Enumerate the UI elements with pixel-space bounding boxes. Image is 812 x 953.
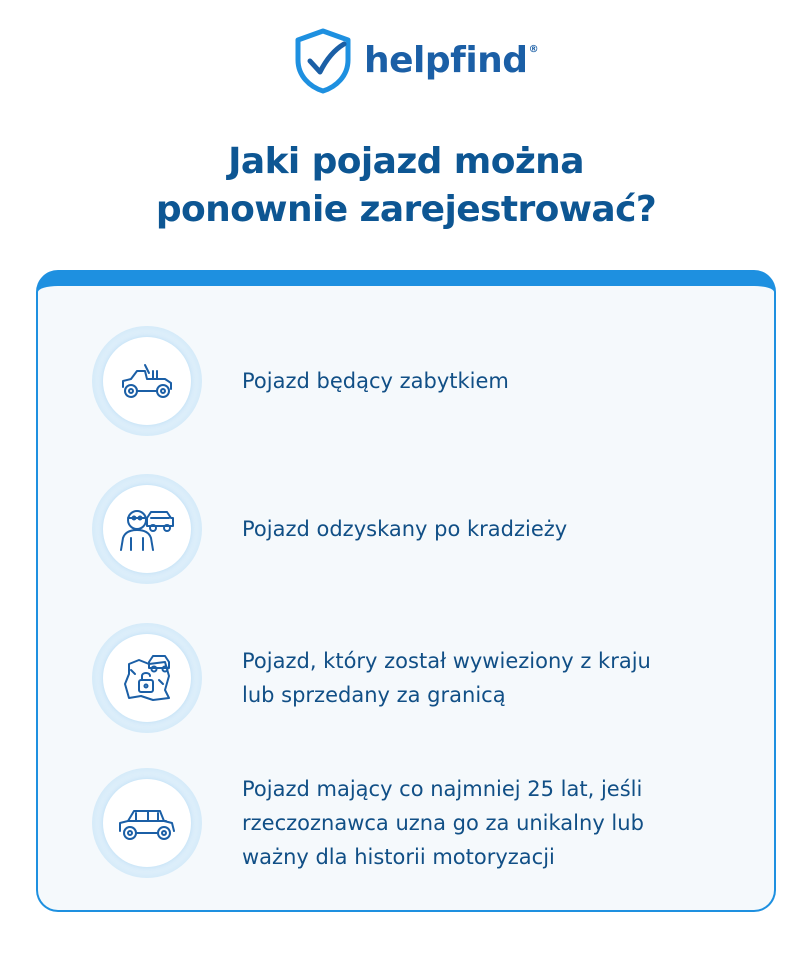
item-label: Pojazd będący zabytkiem: [242, 369, 509, 393]
list-item: [92, 768, 702, 878]
item-label: Pojazd, który został wywieziony z kraju lub sprzedany za granicą: [242, 649, 651, 707]
list-item: [92, 474, 702, 584]
list-item: [92, 326, 702, 436]
title-line-1: Jaki pojazd można: [228, 141, 584, 182]
item-label: Pojazd mający co najmniej 25 lat, jeśli rzeczoznawca uzna go za unikalny lub ważny dla historii motoryzacji: [242, 777, 644, 869]
thief-car-icon: [117, 504, 177, 554]
info-card: [36, 270, 776, 912]
map-car-lock-icon: [119, 650, 175, 706]
title-line-2: ponownie zarejestrować?: [155, 189, 657, 230]
brand-name: helpfind®: [364, 40, 539, 81]
brand-logo: [292, 28, 538, 94]
shield-check-icon: [292, 28, 354, 94]
item-label: Pojazd odzyskany po kradzieży: [242, 517, 568, 541]
list-item: [92, 623, 702, 733]
page-title: [0, 138, 812, 234]
classic-car-icon: [116, 803, 178, 843]
vintage-car-icon: [117, 359, 177, 403]
